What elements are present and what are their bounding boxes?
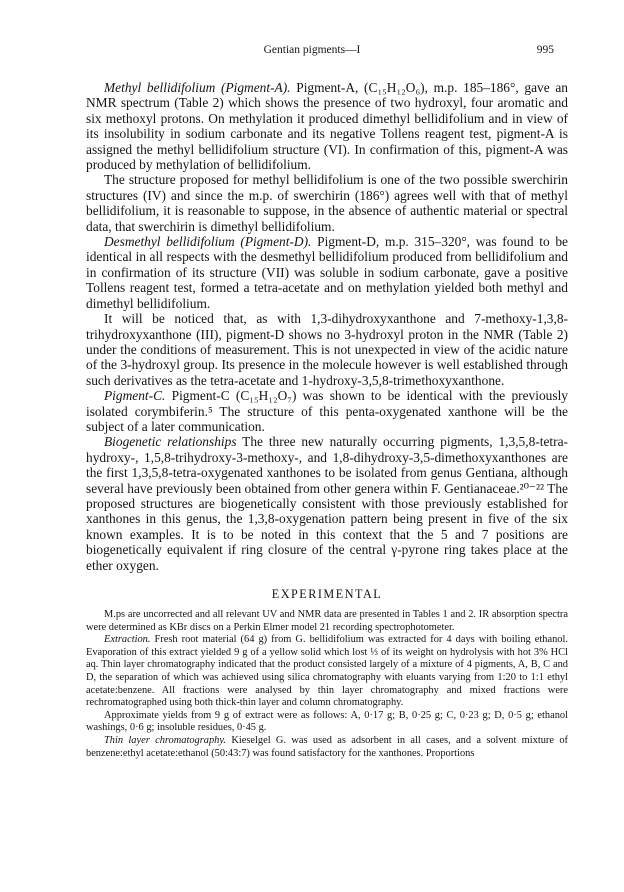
paragraph-text: Pigment-C (C₁₅H₁₂O₇) was shown to be identical with the previously isolated corymbiferin.⁵ The structure of this penta-oxygenated xanthone will be the subject of a later communication. <box>86 388 568 434</box>
paragraph-text: Approximate yields from 9 g of extract were as follows: A, 0·17 g; B, 0·25 g; C, 0·23 g; D, 0·5 g; ethanol washings, 0·6 g; insoluble residues, 0·45 g. <box>86 709 568 734</box>
paragraph-pigment-d <box>86 234 568 311</box>
heading-desmethyl-bellidifolium: Desmethyl bellidifolium (Pigment-D). <box>104 234 312 250</box>
paragraph-text: Pigment-A, (C₁₅H₁₂O₆), m.p. 185–186°, gave an NMR spectrum (Table 2) which shows the presence of two hydroxyl, four aromatic and six methoxyl protons. On methylation it produced dimethyl bellidifolium and in view of its insolubility in sodium carbonate and its negative Tollens reagent test, pigment-A is assigned the methyl bellidifolium structure (VI). In confirmation of this, pigment-A was produced by methylation of bellidifolium. <box>86 80 569 173</box>
paragraph-text: Pigment-D, m.p. 315–320°, was found to be identical in all respects with the desmethyl bellidifolium produced from bellidifolium and in confirmation of its structure (VII) was soluble in sodium carbonate, gave a positive Tollens reagent test, formed a tetra-acetate and on methylation yielded both methyl and dimethyl bellidifolium. <box>86 234 569 311</box>
section-heading-experimental: EXPERIMENTAL <box>271 587 383 601</box>
paragraph-pigment-c <box>86 388 568 434</box>
paragraph-pigment-a <box>86 80 568 172</box>
running-title: Gentian pigments—I <box>263 44 361 56</box>
paragraph-biogenetic <box>86 434 568 573</box>
heading-extraction: Extraction. <box>104 634 151 646</box>
experimental-section <box>86 609 568 760</box>
paragraph-text: Fresh root material (64 g) from G. bellidifolium was extracted for 4 days with boiling ethanol. Evaporation of this extract yielded 9 g of a yellow solid which lost ⅓ of its weight on hydrolysis with hot 3% HCl aq. Thin layer chromatography indicated that the product consisted largely of a mixture of 4 pigments, A, B, C and D, the separation of which was achieved using silica chromatography with eluants varying from 1:20 to 1:1 ethyl acetate:benzene. All fractions were analysed by thin layer chromatography and mixed fractions were rechromatographed using both thick-thin layer and column chromatography. <box>86 634 568 709</box>
paragraph-text: The structure proposed for methyl bellidifolium is one of the two possible swerchirin structures (IV) and since the m.p. of swerchirin (186°) agrees well with that of methyl bellidifolium, it is reasonable to suppose, in the absence of authentic material or spectral data, that swerchirin is dimethyl bellidifolium. <box>86 172 568 234</box>
paragraph-text: Kieselgel G. was used as adsorbent in all cases, and a solvent mixture of benzene:ethyl acetate:ethanol (50:43:7) was found satisfactory for the xanthones. Proportions <box>86 734 568 759</box>
heading-thin-layer-chromatography: Thin layer chromatography. <box>104 734 226 746</box>
heading-biogenetic-relationships: Biogenetic relationships <box>104 434 237 450</box>
heading-pigment-c: Pigment-C. <box>104 388 166 404</box>
paragraph-tlc <box>86 735 568 760</box>
paragraph-text: It will be noticed that, as with 1,3-dihydroxyxanthone and 7-methoxy-1,3,8-trihydroxyxanthone (III), pigment-D shows no 3-hydroxyl proton in the NMR (Table 2) under the conditions of measurement. This is not unexpected in view of the acidic nature of the 3-hydroxyl group. Its presence in the molecule however is well established through such derivatives as the tetra-acetate and 1-hydroxy-3,5,8-trimethoxyxanthone. <box>86 311 568 388</box>
heading-methyl-bellidifolium: Methyl bellidifolium (Pigment-A). <box>104 80 291 95</box>
results-section <box>86 80 568 760</box>
paragraph-methods <box>86 609 568 634</box>
paragraph-swerchirin <box>86 172 568 234</box>
page-number: 995 <box>536 44 554 56</box>
paragraph-yields <box>86 710 568 735</box>
paragraph-text: The three new naturally occurring pigments, 1,3,5,8-tetra-hydroxy-, 1,5,8-trihydroxy-3-methoxy-, and 1,8-dihydroxy-3,5-dimethoxyxanthones are the first 1,3,5,8-tetra-oxygenated xanthones to be isolated from genus Gentiana, although several have previously been obtained from other genera within F. Gentianaceae.²⁰⁻²² The proposed structures are biogenetically consistent with those previously established for xanthones in this genus, the 1,3,8-oxygenation pattern being present in five of the six known examples. It is to be noted in this context that the 5 and 7 positions are biogenetically equivalent if ring closure of the central γ-pyrone ring takes place at the ether oxygen. <box>86 434 568 573</box>
paragraph-extraction <box>86 634 568 710</box>
paragraph-text: M.ps are uncorrected and all relevant UV and NMR data are presented in Tables 1 and 2. IR absorption spectra were determined as KBr discs on a Perkin Elmer model 21 recording spectrophotometer. <box>86 609 568 633</box>
paragraph-3-hydroxyl <box>86 311 568 388</box>
